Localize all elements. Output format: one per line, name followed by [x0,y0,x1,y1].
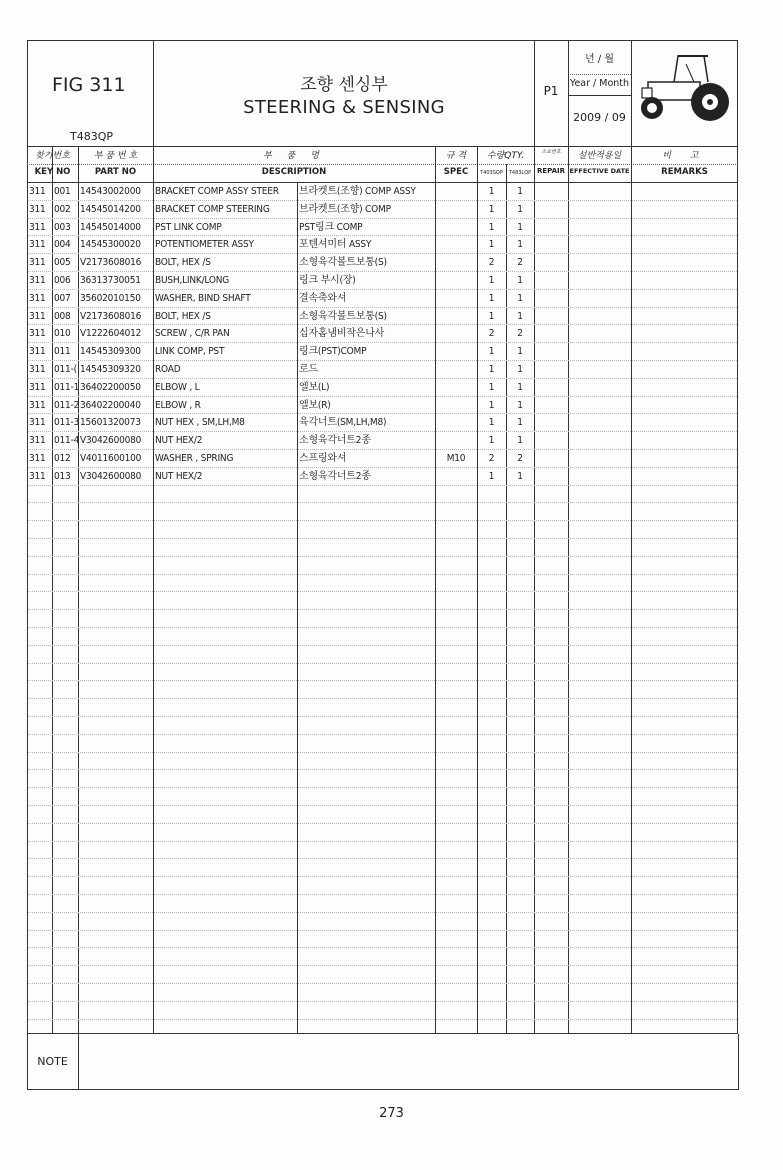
row-rule [28,1019,737,1020]
part-number-cell: 14545300020 [80,239,141,250]
description-korean-cell: 링크 부시(장) [299,275,356,286]
row-rule [28,805,737,806]
part-number-cell: 36402200050 [80,382,141,393]
fig-cell: 311 [29,186,46,197]
row-rule [28,983,737,984]
part-number-cell: V4011600100 [80,453,142,464]
spec-cell: M10 [446,453,466,464]
col-line-part [78,146,79,1034]
description-korean-cell: 소형육각볼트보통(S) [299,311,387,322]
description-cell: POTENTIOMETER ASSY [155,239,254,250]
qty-a-cell: 1 [488,239,495,250]
qty-b-cell: 1 [517,382,523,393]
description-cell: LINK COMP, PST [155,346,225,357]
row-rule [28,841,737,842]
row-rule [28,876,737,877]
col-desc-korean: 부 품 명 [263,151,325,161]
description-cell: NUT HEX/2 [155,471,203,482]
part-number-cell: 14545309320 [80,364,141,375]
qty-b-cell: 1 [517,435,523,446]
fig-cell: 311 [29,400,46,411]
key-cell: 001 [54,186,71,197]
fig-cell: 311 [29,471,46,482]
description-cell: WASHER , SPRING [155,453,234,464]
description-cell: ROAD [155,364,181,375]
row-rule [28,591,737,592]
row-rule [28,627,737,628]
fig-cell: 311 [29,435,46,446]
part-number-cell: V2173608016 [80,311,142,322]
description-korean-cell: PST링크 COMP [299,222,363,233]
fig-cell: 311 [29,453,46,464]
row-rule [28,894,737,895]
description-korean-cell: 소형육각너트2종 [299,471,371,482]
description-cell: WASHER, BIND SHAFT [155,293,251,304]
key-cell: 011-( [54,364,77,375]
key-cell: 011-1 [54,382,80,393]
fig-cell: 311 [29,257,46,268]
key-cell: 006 [54,275,71,286]
col-qty-b: T483LQP [508,170,532,176]
col-qty-korean: 수량QTY. [486,151,525,161]
description-cell: PST LINK COMP [155,222,222,233]
note-divider [78,1034,79,1090]
row-rule [28,609,737,610]
description-korean-cell: 십자홈냄비작은나사 [299,328,385,339]
col-desc: DESCRIPTION [261,167,327,177]
row-rule [28,912,737,913]
fig-cell: 311 [29,239,46,250]
part-number-cell: 15601320073 [80,417,141,428]
part-number-cell: V3042600080 [80,471,142,482]
row-rule [28,502,737,503]
row-rule [28,645,737,646]
qty-a-cell: 1 [488,186,495,197]
key-cell: 013 [54,471,71,482]
qty-a-cell: 1 [488,204,495,215]
col-part-korean: 부 품 번 호 [93,151,138,161]
qty-a-cell: 1 [488,222,495,233]
fig-cell: 311 [29,311,46,322]
col-line-repair [534,40,535,1034]
fig-cell: 311 [29,328,46,339]
description-korean-cell: 결속축와셔 [299,293,347,304]
key-cell: 011-3 [54,417,80,428]
note-label: NOTE [37,1055,68,1068]
qty-a-cell: 1 [488,400,495,411]
qty-a-cell: 1 [488,471,495,482]
description-korean-cell: 브라켓트(조향) COMP ASSY [299,186,416,197]
part-number-cell: 36402200040 [80,400,141,411]
col-key: KEY NO [34,167,71,177]
col-line-key [52,146,53,1034]
row-rule [28,947,737,948]
page-code: P1 [543,84,559,98]
fig-cell: 311 [29,417,46,428]
key-cell: 011-2 [54,400,80,411]
description-cell: ELBOW , R [155,400,201,411]
part-number-cell: V2173608016 [80,257,142,268]
year-month-divider [568,95,631,96]
qty-b-cell: 1 [517,364,523,375]
description-cell: NUT HEX/2 [155,435,203,446]
row-rule [28,520,737,521]
qty-b-cell: 2 [517,328,523,339]
qty-a-cell: 2 [488,453,495,464]
qty-b-cell: 1 [517,239,523,250]
fig-cell: 311 [29,382,46,393]
qty-a-cell: 1 [488,435,495,446]
col-effective-korean: 설반적용일 [577,151,622,161]
qty-a-cell: 1 [488,346,495,357]
description-cell: BUSH,LINK/LONG [155,275,230,286]
description-cell: BRACKET COMP STEERING [155,204,270,215]
col-line-remarks [631,40,632,1034]
year-month-label-korean: 년 / 월 [584,54,615,65]
description-cell: BOLT, HEX /S [155,311,211,322]
fig-cell: 311 [29,204,46,215]
description-cell: SCREW , C/R PAN [155,328,230,339]
key-cell: 008 [54,311,71,322]
row-rule [28,858,737,859]
qty-b-cell: 1 [517,417,523,428]
page-number: 273 [379,1106,404,1121]
description-korean-cell: 육각너트(SM,LH,M8) [299,417,387,428]
qty-b-cell: 1 [517,275,523,286]
description-korean-cell: 엘보(L) [299,382,330,393]
qty-a-cell: 1 [488,417,495,428]
qty-a-cell: 1 [488,275,495,286]
fig-cell: 311 [29,346,46,357]
part-number-cell: 14545014000 [80,222,141,233]
figure-number: FIG 311 [52,74,126,96]
note-box [27,1034,739,1090]
fig-cell: 311 [29,364,46,375]
description-cell: ELBOW , L [155,382,200,393]
col-remarks-korean: 비 고 [662,151,707,161]
row-rule [28,965,737,966]
year-month-label: Year / Month [569,78,630,89]
description-korean-cell: 엘보(R) [299,400,331,411]
part-number-cell: 14545014200 [80,204,141,215]
part-number-cell: 36313730051 [80,275,141,286]
row-rule [28,663,737,664]
qty-b-cell: 1 [517,471,523,482]
model-code: T483QP [70,130,114,143]
key-cell: 010 [54,328,71,339]
key-cell: 007 [54,293,71,304]
qty-b-cell: 2 [517,453,523,464]
description-korean-cell: 로드 [299,364,318,375]
page-title: STEERING & SENSING [243,97,445,118]
qty-a-cell: 1 [488,382,495,393]
tractor-icon [634,48,734,130]
row-rule [28,574,737,575]
qty-b-cell: 1 [517,311,523,322]
description-cell: NUT HEX , SM,LH,M8 [155,417,245,428]
qty-b-cell: 1 [517,204,523,215]
row-rule [28,734,737,735]
qty-b-cell: 2 [517,257,523,268]
qty-b-cell: 1 [517,222,523,233]
description-korean-cell: 브라켓트(조향) COMP [299,204,391,215]
part-number-cell: 14545309300 [80,346,141,357]
key-cell: 003 [54,222,71,233]
col-spec: SPEC [443,167,469,177]
key-cell: 005 [54,257,71,268]
description-korean-cell: 포텐셔미터 ASSY [299,239,372,250]
col-spec-korean: 규 격 [445,151,467,161]
row-rule [28,752,737,753]
fig-cell: 311 [29,222,46,233]
qty-b-cell: 1 [517,400,523,411]
year-month-sub-divider [568,74,631,75]
col-line-effective [568,40,569,1034]
row-rule [28,1001,737,1002]
row-rule [28,769,737,770]
col-repair: REPAIR [536,167,566,175]
col-qty-a: T403SQP [480,170,503,176]
key-cell: 004 [54,239,71,250]
row-rule [28,556,737,557]
row-rule [28,538,737,539]
description-cell: BOLT, HEX /S [155,257,211,268]
col-effective: EFFECTIVE DATE [569,167,630,175]
part-number-cell: V1222604012 [80,328,142,339]
key-cell: 011-4 [54,435,80,446]
col-part: PART NO [94,167,137,177]
key-cell: 012 [54,453,71,464]
description-korean-cell: 스프링와셔 [299,453,347,464]
qty-b-cell: 1 [517,293,523,304]
qty-a-cell: 1 [488,293,495,304]
part-number-cell: 35602010150 [80,293,141,304]
row-rule [28,680,737,681]
col-repair-korean: 소요번호 [541,149,561,155]
col-line-desc-kr [297,182,298,1034]
row-rule [28,930,737,931]
row-rule [28,716,737,717]
qty-a-cell: 2 [488,328,495,339]
part-number-cell: V3042600080 [80,435,142,446]
part-number-cell: 14543002000 [80,186,141,197]
description-korean-cell: 소형육각볼트보통(S) [299,257,387,268]
col-key-korean: 찾기번호 [35,151,70,161]
description-korean-cell: 소형육각너트2종 [299,435,371,446]
page-title-korean: 조향 센싱부 [300,75,388,95]
fig-cell: 311 [29,293,46,304]
row-rule [28,787,737,788]
qty-a-cell: 1 [488,364,495,375]
qty-a-cell: 2 [488,257,495,268]
qty-a-cell: 1 [488,311,495,322]
key-cell: 002 [54,204,71,215]
fig-cell: 311 [29,275,46,286]
qty-b-cell: 1 [517,186,523,197]
row-rule [28,823,737,824]
description-cell: BRACKET COMP ASSY STEER [155,186,279,197]
row-rule [28,698,737,699]
issue-date: 2009 / 09 [573,111,626,124]
key-cell: 011 [54,346,71,357]
col-line-desc [153,40,154,1034]
col-remarks: REMARKS [661,167,708,177]
qty-b-cell: 1 [517,346,523,357]
description-korean-cell: 링크(PST)COMP [299,346,367,357]
